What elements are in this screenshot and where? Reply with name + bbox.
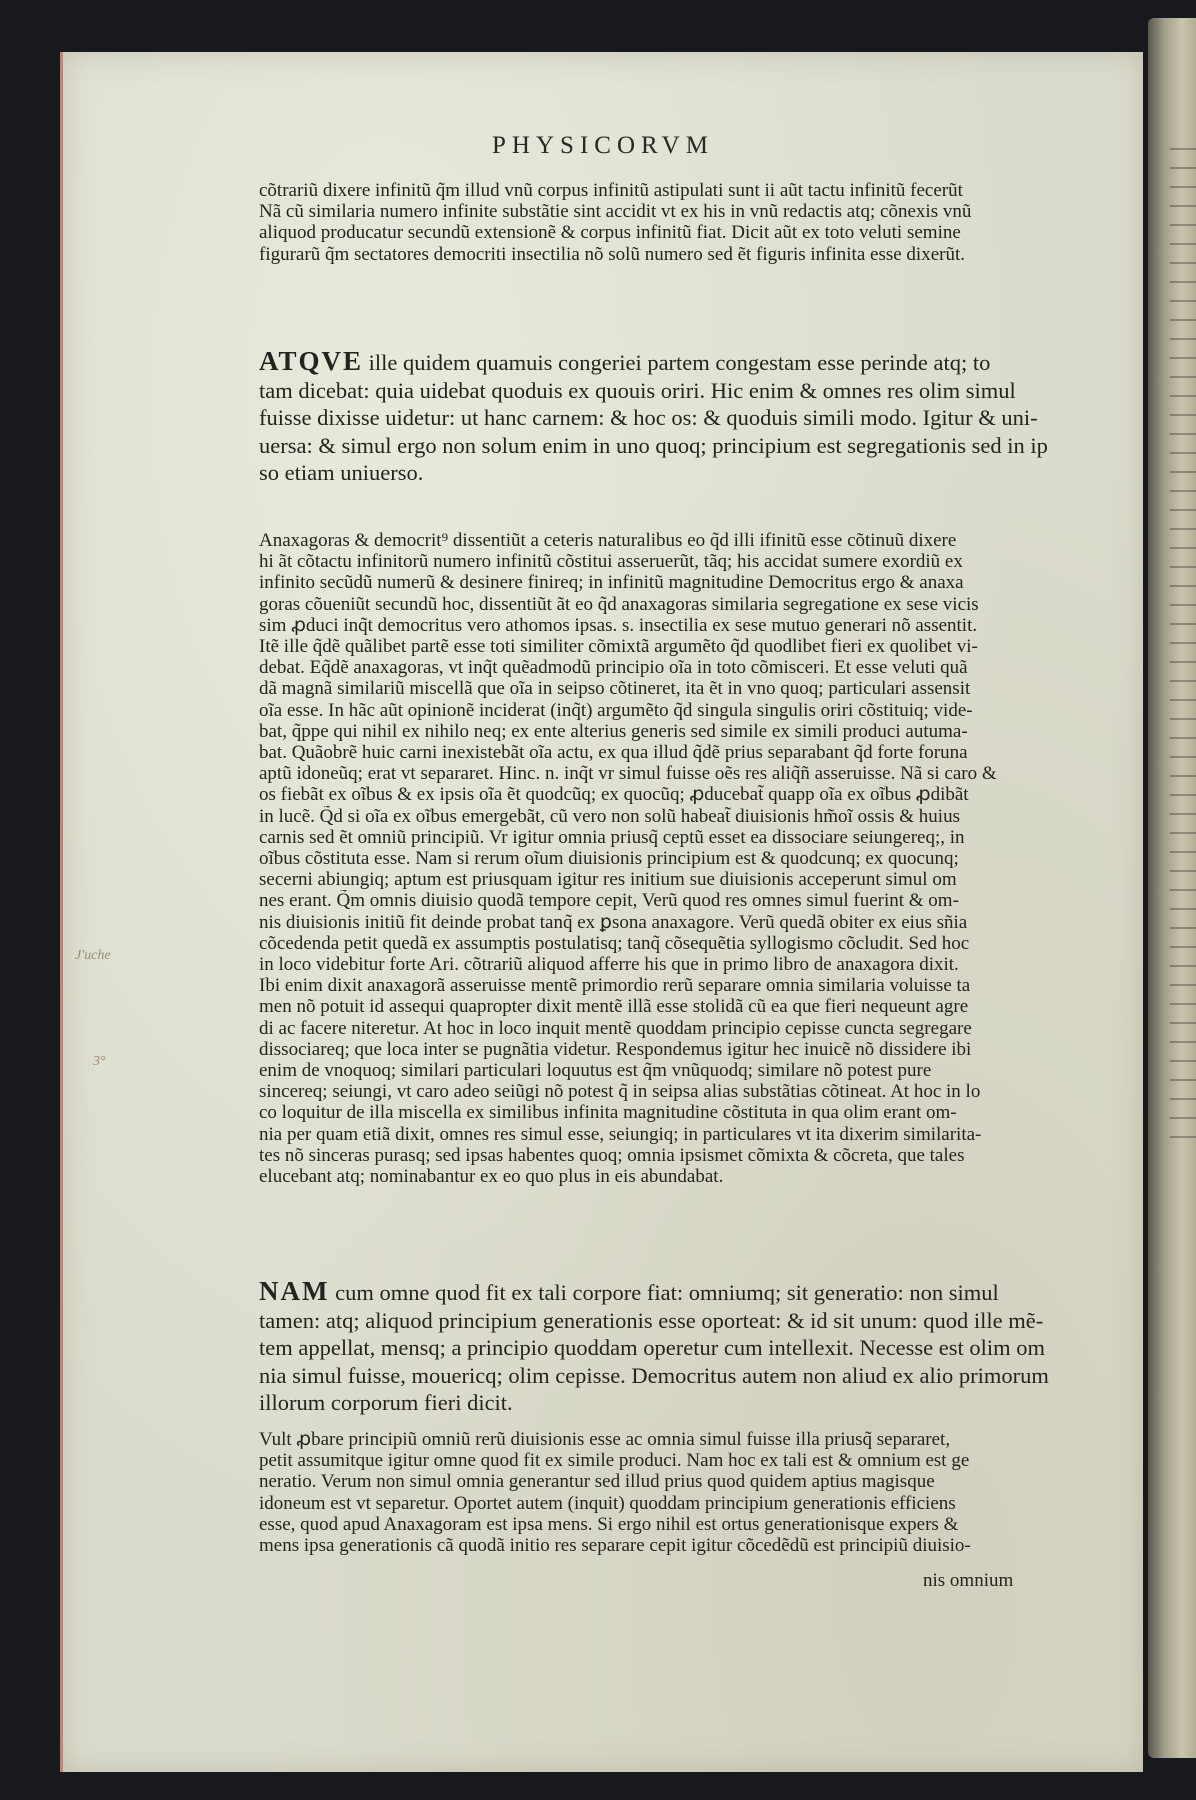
text-line: dã magnã similariũ miscellã que oĩa in seipso cõtineret, ita ẽt in vno quoq; particulari assensit: [259, 678, 971, 700]
initial-word: NAM: [259, 1278, 330, 1306]
book-page: [60, 52, 1143, 1772]
text-line: [259, 1278, 1157, 1307]
text-line: goras cõueniũt secundũ hoc, dissentiũt ãt eo q̃d anaxagoras similaria segregatione ex sese vicis: [259, 593, 979, 615]
text-line: debat. Eq̃dẽ anaxagoras, vt inq̃t quẽadmodũ principio oĩa in toto cõmisceri. Et esse veluti quã: [259, 657, 968, 679]
handwritten-margin-note: 3°: [93, 1054, 106, 1069]
text-line: uersa: & simul ergo non solum enim in uno quoq; principium est segregationis sed in ip: [259, 432, 1048, 458]
running-header: PHYSICORVM: [492, 132, 714, 159]
text-line: tam dicebat: quia uidebat quoduis ex quouis oriri. Hic enim & omnes res olim simul: [259, 377, 1016, 403]
commentary-block-1: [259, 180, 1157, 265]
text-line: os fiebãt ex oĩbus & ex ipsis oĩa ẽt quodcũq; ex quocũq; ꝓducebat̃ quapp oĩa ex oĩbus ꝓdibãt: [259, 784, 969, 806]
text-line: neratio. Verum non simul omnia generantur sed illud prius quod quidem aptius magisque: [259, 1471, 935, 1493]
text-line: nia per quam etiã dixit, omnes res simul esse, seiungiq; in particulares vt ita dixerim similarita-: [259, 1123, 982, 1145]
text-line: fuisse dixisse uidetur: ut hanc carnem: & hoc os: & quoduis simili modo. Igitur & uni-: [259, 405, 1038, 431]
text-line: esse, quod apud Anaxagoram est ipsa mens. Si ergo nihil est ortus generationisque expers &: [259, 1513, 959, 1535]
text-line: enim de vnoquoq; similari particulari loquutus est q̃m vnũquodq; similare nõ potest pure: [259, 1060, 932, 1082]
text-line: idoneum est vt separetur. Oportet autem (inquit) quoddam principium generationis efficiens: [259, 1492, 956, 1514]
text-line: di ac facere niteretur. At hoc in loco inquit mentẽ quoddam principio cepisse cuncta segregare: [259, 1017, 972, 1039]
aristotle-text-block-2: [259, 1278, 1157, 1417]
text-line: tem appellat, mensq; a principio quoddam operetur cum intellexit. Necesse est olim om: [259, 1335, 1046, 1361]
text-line: tes nõ sinceras purasq; sed ipsas habentes quoq; omnia ipsismet cõmixta & cõcreta, que tales: [259, 1144, 965, 1166]
text-line: illorum corporum fieri dicit.: [259, 1390, 513, 1416]
text-line: co loquitur de illa miscella ex similibus infinita magnitudine cõstituta in qua olim erant om-: [259, 1102, 957, 1124]
facing-page-text-bleed: [1170, 138, 1196, 1138]
text-line: tamen: atq; aliquod principium generationis esse oporteat: & id sit unum: quod ille mẽ-: [259, 1307, 1044, 1333]
text-line: aptũ idoneũq; erat vt separaret. Hinc. n. inq̃t vr simul fuisse oẽs res aliq̃ñ asseruisse. Nã si caro &: [259, 763, 997, 785]
text-line: mens ipsa generationis cã quodã initio res separare cepit igitur cõcedẽdũ est principiũ diuisio-: [259, 1535, 971, 1557]
handwritten-margin-note: J'uche: [75, 948, 111, 963]
text-line: so etiam uniuerso.: [259, 460, 424, 486]
text-line: hi ãt cõtactu infinitorũ numero infinitũ cõstitui asseruerũt, tãq; his accidat sumere exordiũ ex: [259, 551, 963, 573]
text-line: bat. Quãobrẽ huic carni inexistebãt oĩa actu, ex qua illud q̃dẽ prius separabant q̃d forte foruna: [259, 742, 968, 764]
text-line: dissociareq; que loca inter se pugnãtia videtur. Respondemus igitur hec inuicẽ nõ dissidere ibi: [259, 1038, 972, 1060]
text-line: in loco videbitur forte Ari. cõtrariũ aliquod afferre his que in primo libro de anaxagora dixit.: [259, 954, 959, 976]
text-line: nes erant. Q̃m omnis diuisio quodã tempore cepit, Verũ quod res omnes simul fuerint & om-: [259, 890, 959, 912]
text-line: nis diuisionis initiũ fit deinde probat tanq̃ ex ꝑsona anaxagore. Verũ quedã obiter ex eius sñia: [259, 911, 968, 933]
aristotle-text-block-1: [259, 348, 1157, 487]
text-line-rest: cum omne quod fit ex tali corpore fiat: omniumq; sit generatio: non simul: [329, 1280, 999, 1305]
commentary-block-3: [259, 1429, 1157, 1556]
text-line-rest: ille quidem quamuis congeriei partem congestam esse perinde atq; to: [363, 350, 991, 375]
text-line: oĩbus cõstituta esse. Nam si rerum oĩum diuisionis principium est & quodcunq; ex quocunq;: [259, 848, 959, 870]
text-line: sim ꝓduci inq̃t democritus vero athomos ipsas. s. insectilia ex sese mutuo generari nõ assentit.: [259, 614, 978, 636]
text-line: figurarũ q̃m sectatores democriti insectilia nõ solũ numero sed ẽt figuris infinita esse dixerũt.: [259, 243, 965, 265]
text-line: Itẽ ille q̃dẽ quãlibet partẽ esse toti similiter cõmixtã argumẽto q̃d quodlibet fieri ex quolibet vi-: [259, 636, 978, 658]
text-line: [259, 348, 1157, 377]
text-line: cõcedenda petit quedã ex assumptis postulatisq; tanq̃ cõsequẽtia syllogismo cõcludit. Sed hoc: [259, 932, 970, 954]
text-line: secerni abiungiq; aptum est priusquam igitur res initium sue diuisionis acceperunt simul om: [259, 869, 957, 891]
text-line: Vult ꝓbare principiũ omniũ rerũ diuisionis esse ac omnia simul fuisse illa priusq̃ separaret,: [259, 1429, 951, 1450]
text-line: Ibi enim dixit anaxagorã asseruisse mentẽ primordio rerũ separare omnia similaria voluisse ta: [259, 975, 971, 997]
text-line: Nã cũ similaria numero infinite substãtie sint accidit vt ex his in vnũ redactis atq; cõnexis vnũ: [259, 201, 972, 223]
catchword: nis omnium: [923, 1570, 1014, 1591]
text-line: men nõ potuit id assequi quapropter dixit mentẽ illã esse stolidã cũ ea que fieri nequeunt agre: [259, 996, 969, 1018]
commentary-block-2: [259, 530, 1157, 1187]
text-line: aliquod producatur secundũ extensionẽ & corpus infinitũ fiat. Dicit aũt ex toto veluti semine: [259, 222, 961, 244]
text-line: in lucẽ. Q̃d si oĩa ex oĩbus emergebãt, cũ vero non solũ habeat̃ diuisionis hm̃oĩ ossis & huius: [259, 805, 960, 827]
text-line: Anaxagoras & democrit⁹ dissentiũt a ceteris naturalibus eo q̃d illi ifinitũ esse cõtinuũ dixere: [259, 530, 957, 551]
text-line: oĩa esse. In hãc aũt opinionẽ inciderat (inq̃t) argumẽto q̃d singula singulis oriri cõstituiq; vide-: [259, 699, 973, 721]
text-line: cõtrariũ dixere infinitũ q̃m illud vnũ corpus infinitũ astipulati sunt ii aũt tactu infinitũ fecerũt: [259, 180, 963, 201]
text-line: bat, q̃ppe qui nihil ex nihilo neq; ex ente alterius generis sed simile ex simili produci autuma-: [259, 720, 968, 742]
text-line: elucebant atq; nominabantur ex eo quo plus in eis abundabat.: [259, 1166, 724, 1188]
text-line: sincereq; seiungi, vt caro adeo seiũgi nõ potest q̃ in seipsa alias substãtias cõtineat. At hoc in lo: [259, 1081, 981, 1103]
text-line: infinito secũdũ numerũ & desinere finireq; in infinitũ magnitudine Democritus ergo & anaxa: [259, 572, 964, 594]
text-line: carnis sed ẽt omniũ principiũ. Vr igitur omnia priusq̃ ceptũ esset ea dissociare seiungereq;, in: [259, 826, 965, 848]
initial-word: ATQVE: [259, 348, 364, 376]
text-line: petit assumitque igitur omne quod fit ex simile produci. Nam hoc ex tali est & omnium est ge: [259, 1450, 970, 1472]
text-line: nia simul fuisse, mouericq; olim cepisse. Democritus autem non aliud ex alio primorum: [259, 1362, 1049, 1388]
